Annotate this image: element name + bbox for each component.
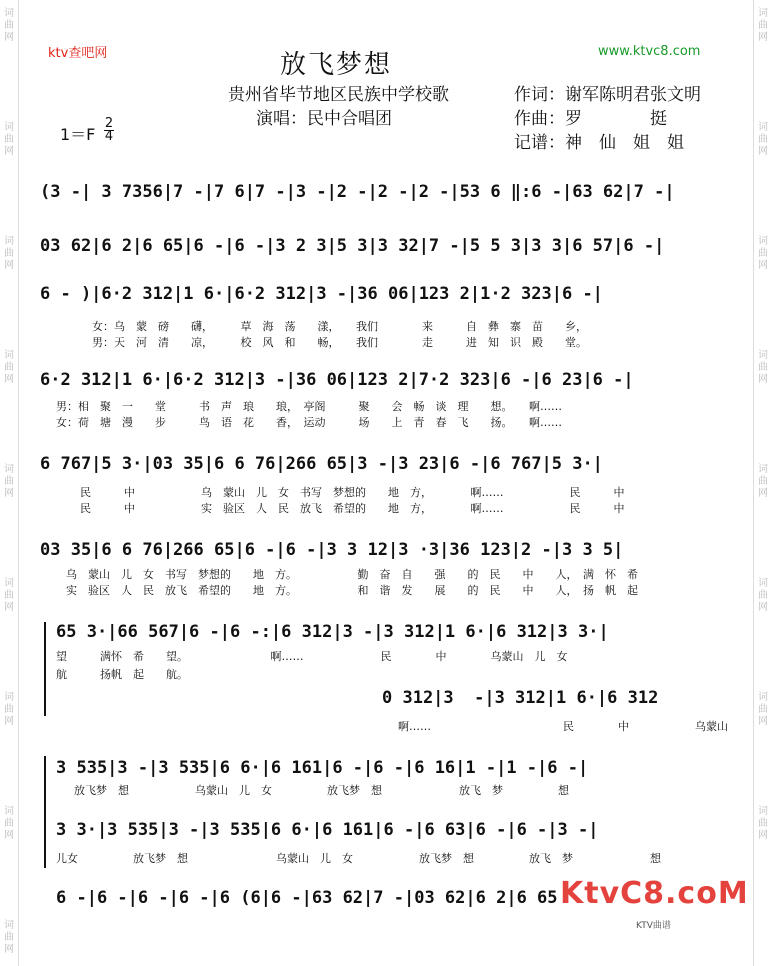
lyric-line-8: 啊…… 民 中 乌蒙山 (398, 720, 728, 733)
watermark-right: 词曲网 (758, 464, 768, 499)
lyric-line-6b: 实 验区 人 民 放飞 希望的 地 方。 和 谐 发 展 的 民 中 人， 扬 帆 起 (66, 584, 638, 597)
lyric-line-6a: 乌 蒙山 儿 女 书写 梦想的 地 方。 勤 奋 自 强 的 民 中 人， 满 怀 希 (66, 568, 638, 581)
lyric-line-4a: 男：相 聚 一 堂 书 声 琅 琅， 亭阁 聚 会 畅 谈 理 想。 啊…… (56, 400, 562, 413)
watermark-left: 词曲网 (4, 236, 14, 271)
staff-line-2: 03 62|6 2|6 65|6 -|6 -|3 2 3|5 3|3 32|7 -|5 5 3|3 3|6 57|6 -| (40, 236, 665, 256)
lyric-line-9: 放飞梦 想 乌蒙山 儿 女 放飞梦 想 放飞 梦 想 (74, 784, 569, 797)
staff-line-4: 6·2 312|1 6·|6·2 312|3 -|36 06|123 2|7·2 323|6 -|6 23|6 -| (40, 370, 634, 390)
time-signature-top: 2 (104, 116, 114, 131)
watermark-left: 词曲网 (4, 350, 14, 385)
time-signature (104, 118, 114, 143)
watermark-left: 词曲网 (4, 464, 14, 499)
watermark-right: 词曲网 (758, 8, 768, 43)
staff-line-1: (3 -| 3 7356|7 -|7 6|7 -|3 -|2 -|2 -|2 -|53 6 ‖:6 -|63 62|7 -| (40, 182, 675, 202)
lyric-line-3a: 女：乌 蒙 磅 礴， 草 海 荡 漾， 我们 来 自 彝 寨 苗 乡， (92, 320, 587, 333)
staff-line-3: 6 - )|6·2 312|1 6·|6·2 312|3 -|36 06|123 2|1·2 323|6 -| (40, 284, 603, 304)
transcriber-credit: 记谱：神 仙 姐 姐 (514, 133, 684, 153)
lyric-line-5a: 民 中 乌 蒙山 儿 女 书写 梦想的 地 方， 啊…… 民 中 (80, 486, 625, 499)
time-signature-bottom: 4 (104, 129, 114, 144)
staff-line-6: 03 35|6 6 76|266 65|6 -|6 -|3 3 12|3 ·3|36 123|2 -|3 3 5| (40, 540, 624, 560)
watermark-right: 词曲网 (758, 350, 768, 385)
song-subtitle: 贵州省毕节地区民族中学校歌 (228, 85, 449, 105)
watermark-right: 词曲网 (758, 236, 768, 271)
watermark-left: 词曲网 (4, 920, 14, 955)
staff-line-7: 65 3·|66 567|6 -|6 -:|6 312|3 -|3 312|1 6·|6 312|3 3·| (56, 622, 609, 642)
watermark-right: 词曲网 (758, 578, 768, 613)
staff-line-10: 3 3·|3 535|3 -|3 535|6 6·|6 161|6 -|6 63|6 -|6 -|3 -| (56, 820, 599, 840)
staff-line-11: 6 -|6 -|6 -|6 -|6 (6|6 -|63 62|7 -|03 62|6 2|6 65 (56, 888, 558, 908)
lyric-line-5b: 民 中 实 验区 人 民 放飞 希望的 地 方， 啊…… 民 中 (80, 502, 625, 515)
system-bracket (44, 622, 46, 716)
site-stamp-note: KTV曲谱 (636, 921, 671, 931)
staff-line-8: 0 312|3 -|3 312|1 6·|6 312 (382, 688, 659, 708)
staff-line-5: 6 767|5 3·|03 35|6 6 76|266 65|3 -|3 23|6 -|6 767|5 3·| (40, 454, 603, 474)
watermark-left: 词曲网 (4, 692, 14, 727)
site-logo-left[interactable]: ktv查吧网 (48, 46, 108, 61)
singer-credit: 演唱：民中合唱团 (256, 109, 392, 129)
staff-line-9: 3 535|3 -|3 535|6 6·|6 161|6 -|6 -|6 16|1 -|1 -|6 -| (56, 758, 589, 778)
lyric-line-3b: 男：天 河 清 凉， 校 风 和 畅， 我们 走 进 知 识 殿 堂。 (92, 336, 587, 349)
watermark-right: 词曲网 (758, 806, 768, 841)
watermark-left: 词曲网 (4, 578, 14, 613)
watermark-right: 词曲网 (758, 122, 768, 157)
site-stamp-logo: KtvC8.coM (560, 876, 749, 911)
watermark-left: 词曲网 (4, 122, 14, 157)
system-bracket (44, 756, 46, 868)
watermark-left: 词曲网 (4, 806, 14, 841)
song-title: 放飞梦想 (280, 50, 393, 80)
composer-credit: 作曲：罗 挺 (514, 109, 667, 129)
lyric-line-7b: 航 扬帆 起 航。 (56, 668, 188, 681)
lyric-line-4b: 女：荷 塘 漫 步 鸟 语 花 香， 运动 场 上 青 春 飞 扬。 啊…… (56, 416, 562, 429)
watermark-left: 词曲网 (4, 8, 14, 43)
lyric-line-7a: 望 满怀 希 望。 啊…… 民 中 乌蒙山 儿 女 (56, 650, 568, 663)
site-url-right[interactable]: www.ktvc8.com (598, 44, 701, 59)
lyricist-credit: 作词：谢军陈明君张文明 (514, 85, 701, 105)
lyric-line-10: 儿女 放飞梦 想 乌蒙山 儿 女 放飞梦 想 放飞 梦 想 (56, 852, 661, 865)
watermark-right: 词曲网 (758, 692, 768, 727)
key-signature: 1＝F (60, 125, 96, 144)
